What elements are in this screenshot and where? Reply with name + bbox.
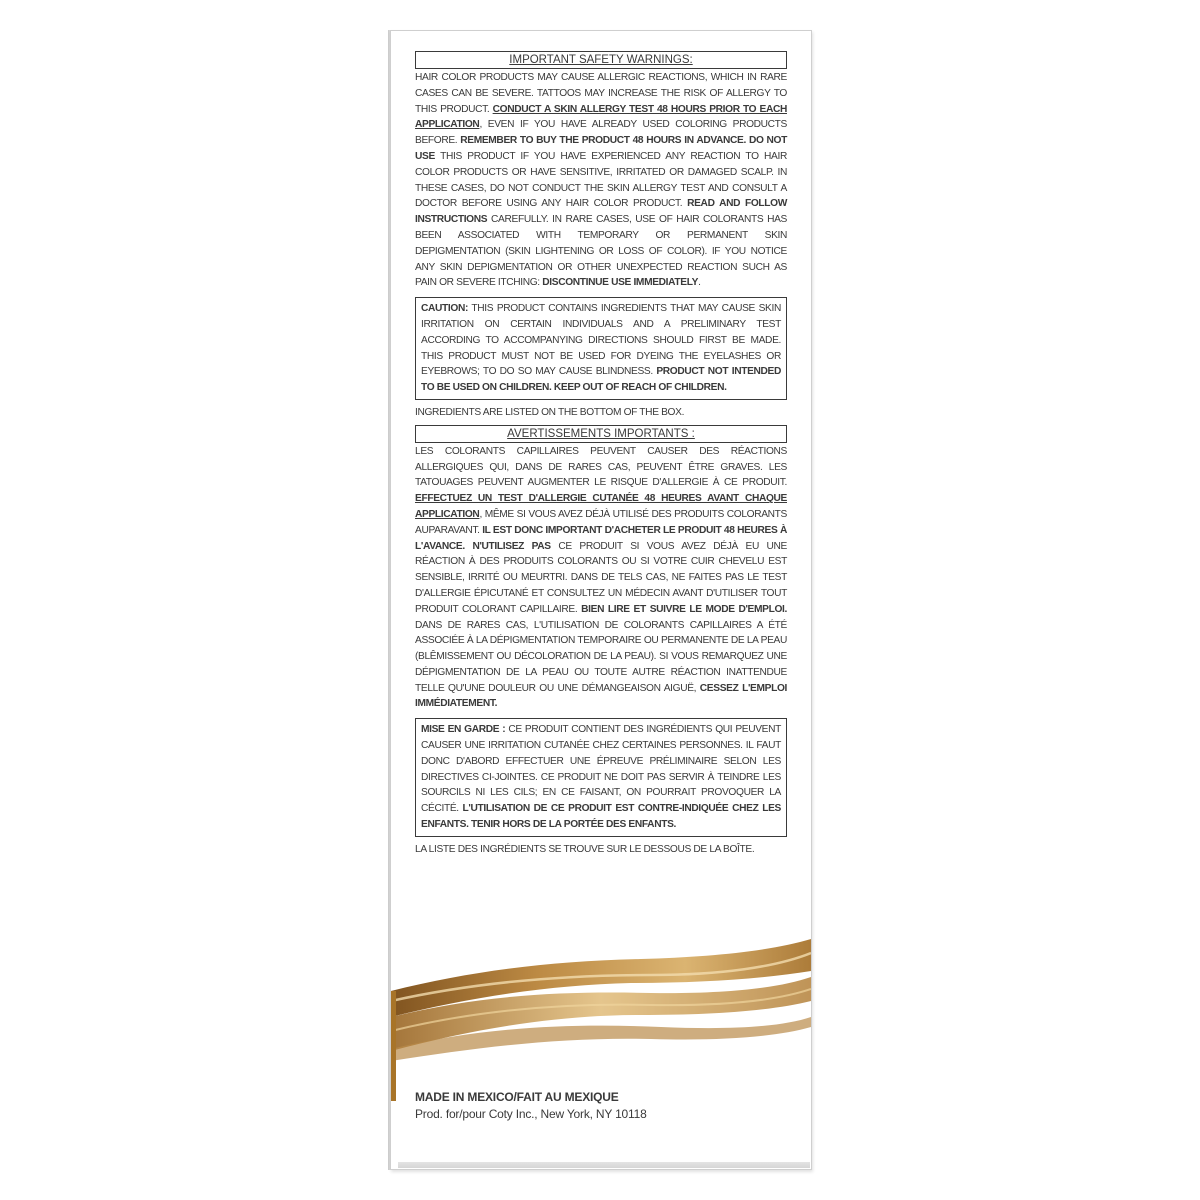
english-warnings-heading: IMPORTANT SAFETY WARNINGS: bbox=[415, 51, 787, 69]
warning-text: LES COLORANTS CAPILLAIRES PEUVENT CAUSER DES RÉACTIONS ALLERGIQUES QUI, DANS DE RARES CAS, PEUVENT ÊTRE GRAVES. LES TATOUAGES PEUVENT AUGMENTER LE RISQUE D'ALLERGIE À CE PRODUIT. bbox=[415, 445, 787, 489]
caution-label: MISE EN GARDE : bbox=[421, 724, 506, 736]
warning-text: CE PRODUIT SI VOUS AVEZ DÉJÀ EU UNE RÉACTION À DES PRODUITS COLORANTS OU SI VOTRE CUIR CHEVELU EST SENSIBLE, IRRITÉ OU MEURTRI. DANS DE TELS CAS, NE FAITES PAS LE TEST D'ALLERGIE ÉPICUTANÉ ET CONSULTEZ UN MÉDECIN AVANT D'UTILISER TOUT PRODUIT COLORANT CAPILLAIRE. bbox=[415, 540, 788, 615]
box-bottom-edge bbox=[398, 1162, 810, 1168]
french-warnings-heading: AVERTISSEMENTS IMPORTANTS : bbox=[415, 425, 787, 443]
made-in-label: MADE IN MEXICO/FAIT AU MEXIQUE bbox=[415, 1090, 619, 1104]
warning-bold-text: N'UTILISEZ PAS bbox=[472, 540, 551, 552]
origin-info bbox=[415, 1089, 647, 1123]
warning-text: THIS PRODUCT IF YOU HAVE EXPERIENCED ANY REACTION TO HAIR COLOR PRODUCTS OR HAVE SENSITIVE, IRRITATED OR DAMAGED SCALP. IN THESE CASES, DO NOT CONDUCT THE SKIN ALLERGY TEST AND CONSULT A DOCTOR BEFORE USING ANY HAIR COLOR PRODUCT. bbox=[415, 150, 787, 210]
warning-bold-text: DO NOT USE bbox=[415, 135, 787, 162]
caution-label: CAUTION: bbox=[421, 303, 468, 315]
warning-bold-text: CONDUCT A SKIN ALLERGY TEST 48 HOURS PRIOR TO EACH APPLICATION bbox=[415, 103, 787, 131]
warning-text: , MÊME SI VOUS AVEZ DÉJÀ UTILISÉ DES PRODUITS COLORANTS AUPARAVANT. bbox=[415, 508, 787, 536]
caution-bold-text: PRODUCT NOT INTENDED TO BE USED ON CHILDREN. KEEP OUT OF REACH OF CHILDREN. bbox=[421, 366, 781, 394]
caution-text: CE PRODUIT CONTIENT DES INGRÉDIENTS QUI PEUVENT CAUSER UNE IRRITATION CUTANÉE CHEZ CERTAINES PERSONNES. IL FAUT DONC D'ABORD EFFECTUER UNE ÉPREUVE PRÉLIMINAIRE SELON LES DIRECTIVES CI-JOINTES. CE PRODUIT NE DOIT PAS SERVIR À TEINDRE LES SOURCILS NI LES CILS; EN CE FAISANT, ON POURRAIT PROVOQUER LA CÉCITÉ. bbox=[421, 724, 782, 815]
warning-text: . bbox=[698, 277, 701, 289]
caution-bold-text: L'UTILISATION DE CE PRODUIT EST CONTRE-INDIQUÉE CHEZ LES ENFANTS. TENIR HORS DE LA PORTÉE DES ENFANTS. bbox=[421, 803, 781, 831]
warning-text: , EVEN IF YOU HAVE ALREADY USED COLORING PRODUCTS BEFORE. bbox=[415, 119, 787, 147]
gold-edge-strip bbox=[391, 991, 396, 1101]
product-box-panel bbox=[390, 30, 812, 1170]
warning-text: DANS DE RARES CAS, L'UTILISATION DE COLORANTS CAPILLAIRES A ÉTÉ ASSOCIÉE À LA DÉPIGMENTATION TEMPORAIRE OU PERMANENTE DE LA PEAU (BLÊMISSEMENT OU DÉCOLORATION DE LA PEAU). SI VOUS REMARQUEZ UNE DÉPIGMENTATION DE LA PEAU OU TOUTE AUTRE RÉACTION INATTENDUE TELLE QU'UNE DOULEUR OU UNE DÉMANGEAISON AIGUË, bbox=[415, 619, 787, 694]
french-ingredients-note: LA LISTE DES INGRÉDIENTS SE TROUVE SUR LE DESSOUS DE LA BOÎTE. bbox=[415, 843, 755, 855]
english-ingredients-note: INGREDIENTS ARE LISTED ON THE BOTTOM OF THE BOX. bbox=[415, 406, 685, 418]
english-warnings-paragraph bbox=[415, 70, 787, 291]
caution-text: THIS PRODUCT CONTAINS INGREDIENTS THAT MAY CAUSE SKIN IRRITATION ON CERTAIN INDIVIDUALS AND A PRELIMINARY TEST ACCORDING TO ACCOMPANYING DIRECTIONS SHOULD FIRST BE MADE. THIS PRODUCT MUST NOT BE USED FOR DYEING THE EYELASHES OR EYEBROWS; TO DO SO MAY CAUSE BLINDNESS. bbox=[421, 303, 781, 378]
warning-text: CAREFULLY. IN RARE CASES, USE OF HAIR COLORANTS HAS BEEN ASSOCIATED WITH TEMPORARY OR PERMANENT SKIN DEPIGMENTATION (SKIN LIGHTENING OR LOSS OF COLOR). IF YOU NOTICE ANY SKIN DEPIGMENTATION OR OTHER UNEXPECTED REACTION SUCH AS PAIN OR SEVERE ITCHING: bbox=[415, 214, 787, 289]
warning-bold-text: DISCONTINUE USE IMMEDIATELY bbox=[542, 277, 699, 289]
warning-bold-text: REMEMBER TO BUY THE PRODUCT 48 HOURS IN ADVANCE. bbox=[460, 135, 746, 147]
warning-bold-text: EFFECTUEZ UN TEST D'ALLERGIE CUTANÉE 48 HEURES AVANT CHAQUE APPLICATION bbox=[415, 493, 787, 520]
warning-bold-text: IL EST DONC IMPORTANT D'ACHETER LE PRODUIT 48 HEURES À L'AVANCE. bbox=[415, 524, 787, 552]
warning-bold-text: BIEN LIRE ET SUIVRE LE MODE D'EMPLOI. bbox=[581, 603, 787, 615]
warning-bold-text: READ AND FOLLOW INSTRUCTIONS bbox=[415, 198, 787, 226]
manufacturer-line: Prod. for/pour Coty Inc., New York, NY 10118 bbox=[415, 1107, 647, 1121]
gold-hair-wave-decoration bbox=[391, 931, 811, 1061]
french-warnings-paragraph bbox=[415, 444, 787, 713]
english-caution-box bbox=[415, 297, 787, 400]
warning-text: HAIR COLOR PRODUCTS MAY CAUSE ALLERGIC REACTIONS, WHICH IN RARE CASES CAN BE SEVERE. TATTOOS MAY INCREASE THE RISK OF ALLERGY TO THIS PRODUCT. bbox=[415, 72, 787, 115]
warning-bold-text: CESSEZ L'EMPLOI IMMÉDIATEMENT. bbox=[415, 682, 787, 710]
warnings-content bbox=[415, 51, 787, 862]
french-caution-box bbox=[415, 718, 787, 837]
